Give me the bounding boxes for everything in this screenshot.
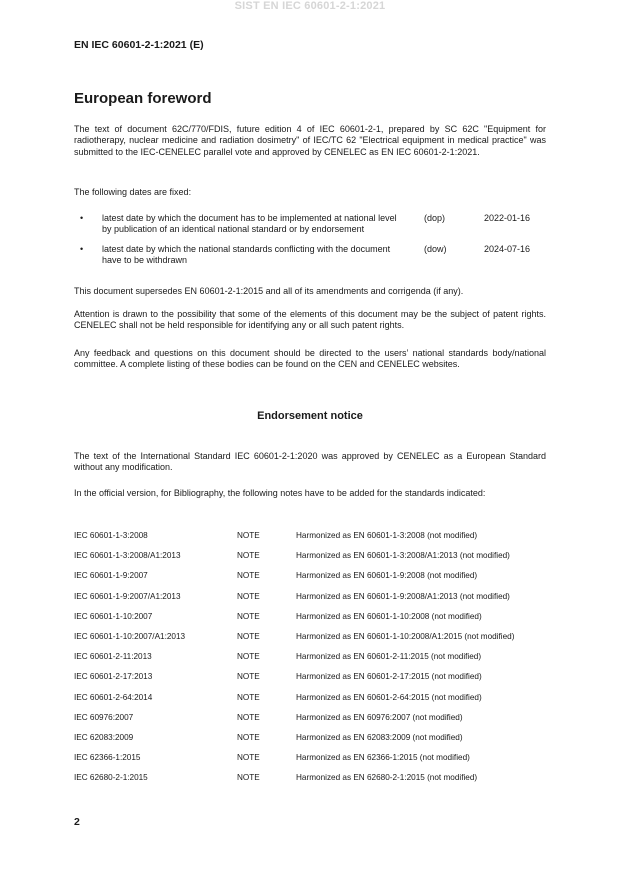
- note-standard: IEC 60601-1-10:2007/A1:2013: [74, 631, 186, 641]
- note-label: NOTE: [237, 753, 260, 763]
- note-label: NOTE: [237, 652, 260, 662]
- note-row: [74, 693, 554, 713]
- note-label: NOTE: [237, 571, 260, 581]
- note-row: [74, 612, 554, 632]
- watermark: SIST EN IEC 60601-2-1:2021: [234, 0, 386, 12]
- note-standard: IEC 62366-1:2015: [74, 753, 141, 763]
- note-row: [74, 571, 554, 591]
- note-text: Harmonized as EN 60601-2-11:2015 (not modified): [296, 652, 482, 662]
- note-row: [74, 592, 554, 612]
- date-item-code: (dow): [424, 244, 447, 254]
- note-text: Harmonized as EN 60601-1-10:2008 (not modified): [296, 611, 482, 621]
- note-text: Harmonized as EN 62680-2-1:2015 (not modified): [296, 773, 478, 783]
- note-label: NOTE: [237, 531, 260, 540]
- note-row: [74, 531, 554, 551]
- note-standard: IEC 60601-1-10:2007: [74, 611, 153, 621]
- note-standard: IEC 60601-2-17:2013: [74, 672, 153, 682]
- note-row: [74, 733, 554, 753]
- note-standard: IEC 60601-1-9:2007/A1:2013: [74, 591, 181, 601]
- note-standard: IEC 60601-1-3:2008/A1:2013: [74, 551, 181, 561]
- note-text: Harmonized as EN 60601-1-9:2008/A1:2013 (not modified): [296, 591, 510, 601]
- note-label: NOTE: [237, 672, 260, 682]
- note-text: Harmonized as EN 60601-1-3:2008/A1:2013 (not modified): [296, 551, 510, 561]
- note-label: NOTE: [237, 732, 260, 742]
- note-standard: IEC 60601-1-3:2008: [74, 531, 148, 540]
- dates-intro: The following dates are fixed:: [74, 187, 192, 197]
- note-standard: IEC 60601-1-9:2007: [74, 571, 148, 581]
- endorsement-text: The text of the International Standard IEC 60601-2-1:2020 was approved by CENELEC as a European Standard without any modification.: [74, 451, 546, 473]
- endorsement-title: Endorsement notice: [257, 410, 363, 422]
- date-item-text: latest date by which the national standards conflicting with the document have to be withdrawn: [102, 244, 391, 266]
- note-standard: IEC 60601-2-64:2014: [74, 692, 153, 702]
- note-text: Harmonized as EN 60601-1-10:2008/A1:2015 (not modified): [296, 631, 515, 641]
- foreword-title: European foreword: [74, 90, 212, 107]
- supersedes-text: This document supersedes EN 60601-2-1:2015 and all of its amendments and corrigenda (if any).: [74, 286, 464, 296]
- note-row: [74, 773, 554, 793]
- note-row: [74, 713, 554, 733]
- note-row: [74, 632, 554, 652]
- bibliography-notes: [74, 531, 554, 793]
- attention-text: Attention is drawn to the possibility that some of the elements of this document may be the subject of patent rights. CENELEC shall not be held responsible for identifying any or all such patent rights.: [74, 309, 546, 331]
- note-standard: IEC 60601-2-11:2013: [74, 652, 152, 662]
- page-number: 2: [74, 816, 80, 828]
- note-label: NOTE: [237, 551, 260, 561]
- note-text: Harmonized as EN 60601-2-17:2015 (not modified): [296, 672, 482, 682]
- document-id: EN IEC 60601-2-1:2021 (E): [74, 39, 204, 51]
- note-standard: IEC 62083:2009: [74, 732, 134, 742]
- note-standard: IEC 60976:2007: [74, 712, 134, 722]
- note-label: NOTE: [237, 631, 260, 641]
- note-label: NOTE: [237, 712, 260, 722]
- note-label: NOTE: [237, 692, 260, 702]
- note-text: Harmonized as EN 60601-2-64:2015 (not modified): [296, 692, 482, 702]
- bullet-icon: •: [80, 213, 84, 223]
- note-label: NOTE: [237, 611, 260, 621]
- note-row: [74, 551, 554, 571]
- feedback-text: Any feedback and questions on this document should be directed to the users’ national standards body/national committee. A complete listing of these bodies can be found on the CEN and CENELEC websites.: [74, 348, 546, 370]
- date-item-date: 2022-01-16: [484, 213, 531, 223]
- note-label: NOTE: [237, 591, 260, 601]
- note-text: Harmonized as EN 60601-1-3:2008 (not modified): [296, 531, 478, 540]
- date-item-date: 2024-07-16: [484, 244, 531, 254]
- note-label: NOTE: [237, 773, 260, 783]
- date-item-text: latest date by which the document has to be implemented at national level by publication of an identical national standard or by endorsement: [102, 213, 397, 235]
- note-standard: IEC 62680-2-1:2015: [74, 773, 148, 783]
- bibliography-intro: In the official version, for Bibliography, the following notes have to be added for the standards indicated:: [74, 488, 486, 498]
- note-text: Harmonized as EN 62366-1:2015 (not modified): [296, 753, 470, 763]
- note-text: Harmonized as EN 60976:2007 (not modified): [296, 712, 463, 722]
- note-row: [74, 672, 554, 692]
- note-row: [74, 652, 554, 672]
- note-text: Harmonized as EN 62083:2009 (not modified): [296, 732, 463, 742]
- foreword-intro: The text of document 62C/770/FDIS, future edition 4 of IEC 60601-2-1, prepared by SC 62C "Equipment for radiotherapy, nuclear medicine and radiation dosimetry" of IEC/TC 62 "Electrical equipment in medical practice" was submitted to the IEC-CENELEC parallel vote and approved by CENELEC as EN IEC 60601-2-1:2021.: [74, 124, 546, 157]
- note-row: [74, 753, 554, 773]
- bullet-icon: •: [80, 244, 84, 254]
- note-text: Harmonized as EN 60601-1-9:2008 (not modified): [296, 571, 478, 581]
- date-item-code: (dop): [424, 213, 446, 223]
